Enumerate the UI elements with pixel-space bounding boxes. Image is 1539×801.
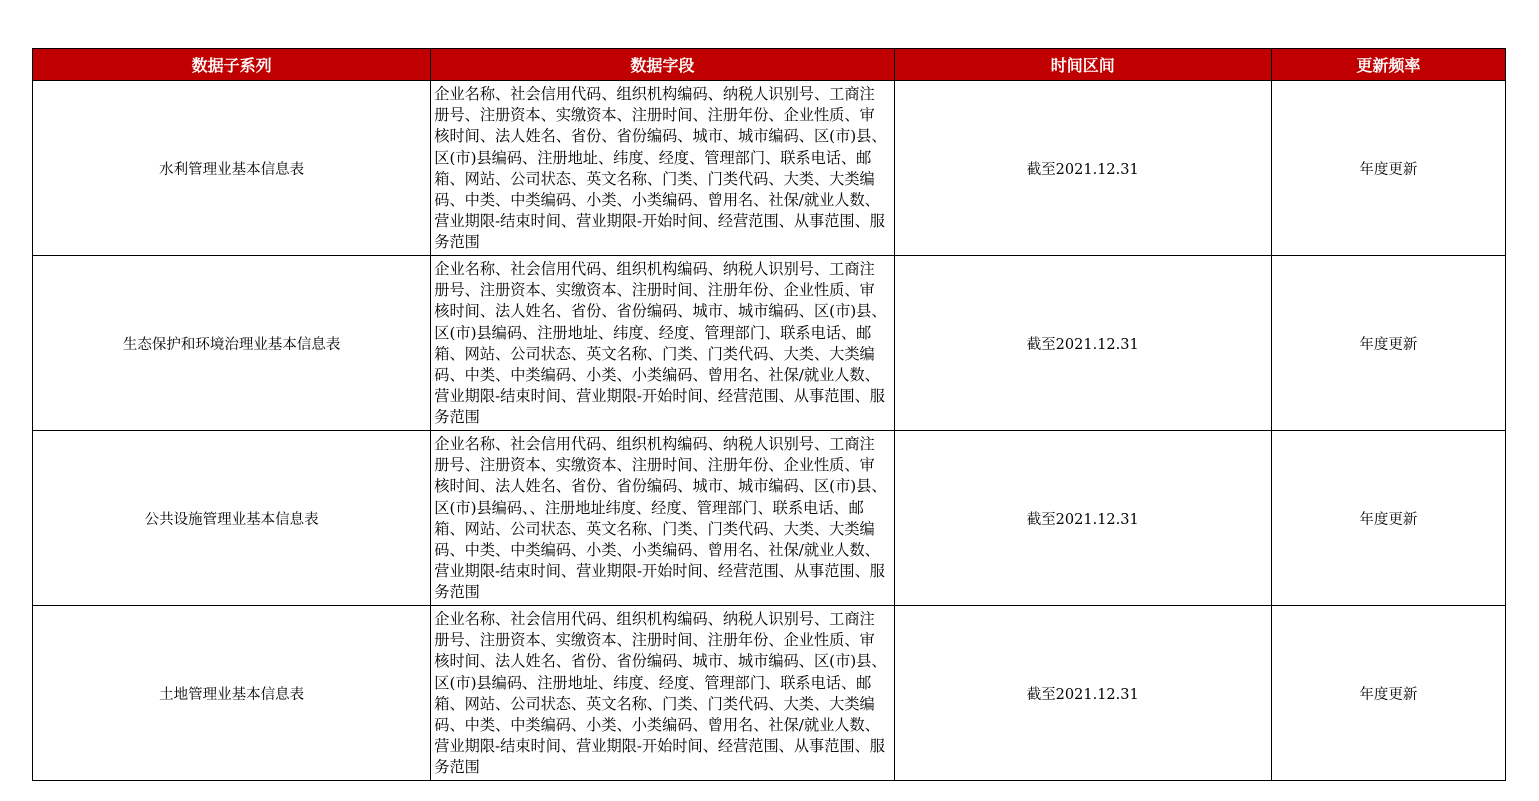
header-fields: 数据字段 [431, 49, 894, 81]
cell-period: 截至2021.12.31 [894, 81, 1271, 256]
header-frequency: 更新频率 [1271, 49, 1505, 81]
cell-subseries: 公共设施管理业基本信息表 [33, 431, 431, 606]
cell-subseries: 土地管理业基本信息表 [33, 606, 431, 781]
cell-frequency: 年度更新 [1271, 81, 1505, 256]
header-period: 时间区间 [894, 49, 1271, 81]
cell-frequency: 年度更新 [1271, 606, 1505, 781]
table-header [33, 49, 1506, 81]
table-row [33, 606, 1506, 781]
cell-frequency: 年度更新 [1271, 256, 1505, 431]
cell-frequency: 年度更新 [1271, 431, 1505, 606]
cell-fields: 企业名称、社会信用代码、组织机构编码、纳税人识别号、工商注册号、注册资本、实缴资本、注册时间、注册年份、企业性质、审核时间、法人姓名、省份、省份编码、城市、城市编码、区(市)县、区(市)县编码、注册地址、纬度、经度、管理部门、联系电话、邮箱、网站、公司状态、英文名称、门类、门类代码、大类、大类编码、中类、中类编码、小类、小类编码、曾用名、社保/就业人数、营业期限-结束时间、营业期限-开始时间、经营范围、从事范围、服务范围 [431, 256, 894, 431]
table-row [33, 256, 1506, 431]
cell-period: 截至2021.12.31 [894, 606, 1271, 781]
cell-fields: 企业名称、社会信用代码、组织机构编码、纳税人识别号、工商注册号、注册资本、实缴资本、注册时间、注册年份、企业性质、审核时间、法人姓名、省份、省份编码、城市、城市编码、区(市)县、区(市)县编码、、注册地址纬度、经度、管理部门、联系电话、邮箱、网站、公司状态、英文名称、门类、门类代码、大类、大类编码、中类、中类编码、小类、小类编码、曾用名、社保/就业人数、营业期限-结束时间、营业期限-开始时间、经营范围、从事范围、服务范围 [431, 431, 894, 606]
cell-fields: 企业名称、社会信用代码、组织机构编码、纳税人识别号、工商注册号、注册资本、实缴资本、注册时间、注册年份、企业性质、审核时间、法人姓名、省份、省份编码、城市、城市编码、区(市)县、区(市)县编码、注册地址、纬度、经度、管理部门、联系电话、邮箱、网站、公司状态、英文名称、门类、门类代码、大类、大类编码、中类、中类编码、小类、小类编码、曾用名、社保/就业人数、营业期限-结束时间、营业期限-开始时间、经营范围、从事范围、服务范围 [431, 606, 894, 781]
cell-fields: 企业名称、社会信用代码、组织机构编码、纳税人识别号、工商注册号、注册资本、实缴资本、注册时间、注册年份、企业性质、审核时间、法人姓名、省份、省份编码、城市、城市编码、区(市)县、区(市)县编码、注册地址、纬度、经度、管理部门、联系电话、邮箱、网站、公司状态、英文名称、门类、门类代码、大类、大类编码、中类、中类编码、小类、小类编码、曾用名、社保/就业人数、营业期限-结束时间、营业期限-开始时间、经营范围、从事范围、服务范围 [431, 81, 894, 256]
header-row [33, 49, 1506, 81]
data-catalog-table [32, 48, 1506, 781]
table-body [33, 81, 1506, 781]
cell-period: 截至2021.12.31 [894, 431, 1271, 606]
table-row [33, 431, 1506, 606]
header-subseries: 数据子系列 [33, 49, 431, 81]
cell-period: 截至2021.12.31 [894, 256, 1271, 431]
cell-subseries: 生态保护和环境治理业基本信息表 [33, 256, 431, 431]
table-row [33, 81, 1506, 256]
cell-subseries: 水利管理业基本信息表 [33, 81, 431, 256]
